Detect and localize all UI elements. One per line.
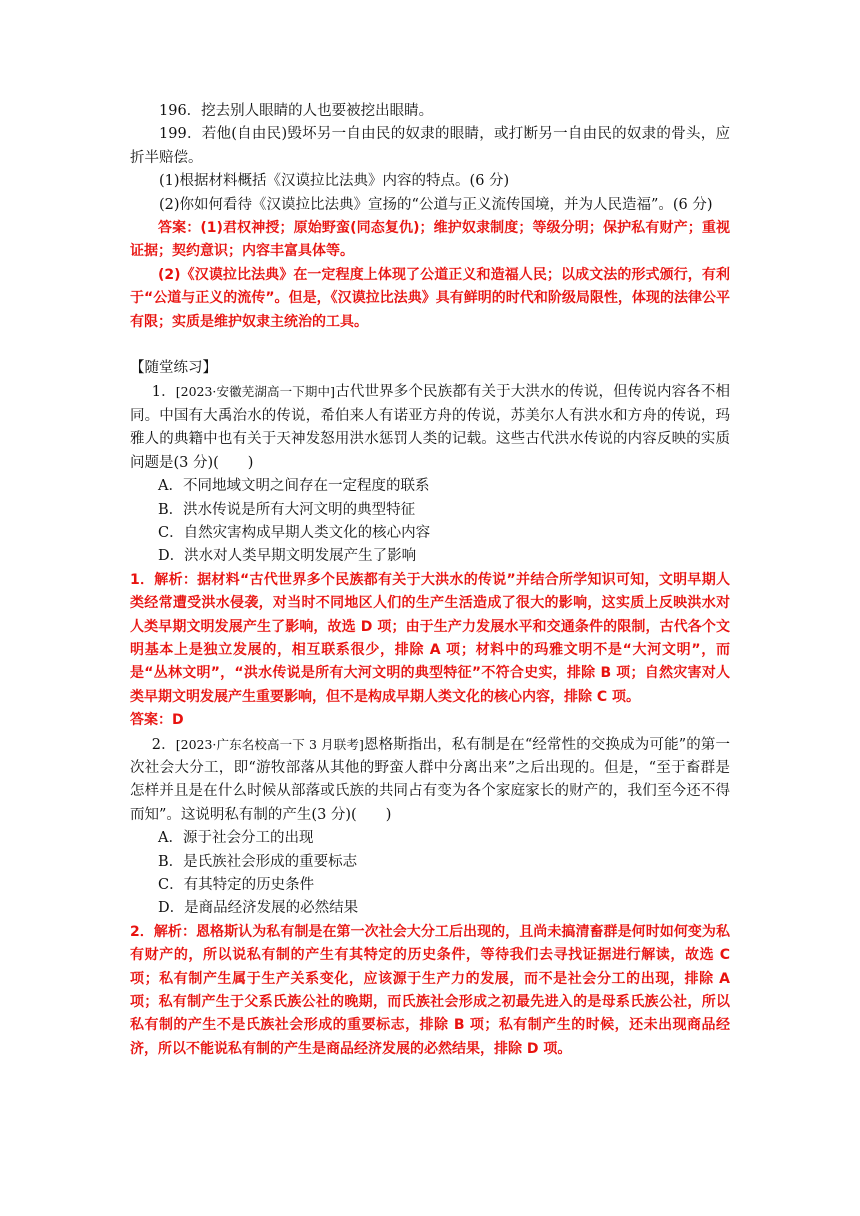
question-stem	[130, 733, 730, 828]
law-196: 196．挖去别人眼睛的人也要被挖出眼睛。	[159, 103, 434, 119]
answer-part-2: (2)《汉谟拉比法典》在一定程度上体现了公道正义和造福人民；以成文法的形式颁行，有利于“公道与正义的流传”。但是，《汉谟拉比法典》具有鲜明的时代和阶级局限性，体现的法律公平有限；实质是维护奴隶主统治的工具。	[130, 266, 730, 330]
option-d: D．洪水对人类早期文明发展产生了影响	[158, 548, 417, 565]
option-d: D．是商品经济发展的必然结果	[158, 900, 359, 917]
option-b: B．是氏族社会形成的重要标志	[158, 853, 358, 870]
question-source: [2023·安徽芜湖高一下期中]	[175, 384, 336, 400]
question-number: 2．	[151, 736, 176, 753]
option-a: A．不同地域文明之间存在一定程度的联系	[158, 478, 430, 495]
answer: 答案：D	[130, 712, 184, 729]
document-page	[130, 100, 730, 1061]
question-text: 古代世界多个民族都有关于大洪水的传说，但传说内容各不相同。中国有大禹治水的传说，希伯来人有诺亚方舟的传说，苏美尔人有洪水和方舟的传说，玛雅人的典籍中也有关于天神发怒用洪水惩罚人类的记载。这些古代洪水传说的内容反映的实质问题是(3 分)( )	[130, 384, 731, 471]
option-b: B．洪水传说是所有大河文明的典型特征	[158, 501, 416, 518]
answer-part-1: 答案：(1)君权神授；原始野蛮(同态复仇)；维护奴隶制度；等级分明；保护私有财产；重视证据；契约意识；内容丰富具体等。	[130, 220, 730, 260]
question-text: 恩格斯指出，私有制是在“经常性的交换成为可能”的第一次社会大分工，即“游牧部落从其他的野蛮人群中分离出来”之后出现的。但是，“至于畜群是怎样并且是在什么时候从部落或氏族的共同占有变为各个家庭家长的财产的，我们至今还不得而知”。这说明私有制的产生(3 分)( )	[130, 736, 730, 823]
analysis: 1．解析：据材料“古代世界多个民族都有关于大洪水的传说”并结合所学知识可知，文明早期人类经常遭受洪水侵袭，对当时不同地区人们的生产生活造成了很大的影响，这实质上反映洪水对人类早期文明发展产生了影响，故选 D 项；由于生产力发展水平和交通条件的限制，古代各个文明基本上是独立发展的，相互联系很少，排除 A 项；材料中的玛雅文明不是“大河文明”，而是“丛林文明”，“洪水传说是所有大河文明的典型特征”不符合史实，排除 B 项；自然灾害对人类早期文明发展产生重要影响，但不是构成早期人类文化的核心内容，排除 C 项。	[130, 571, 730, 705]
question-2: (2)你如何看待《汉谟拉比法典》宣扬的“公道与正义流传国境，并为人民造福”。(6 分)	[159, 196, 713, 213]
question-stem	[130, 380, 730, 475]
question-number: 1．	[151, 384, 176, 401]
option-a: A．源于社会分工的出现	[158, 830, 314, 847]
question-source: [2023·广东名校高一下 3 月联考]	[175, 736, 364, 752]
option-c: C．自然灾害构成早期人类文化的核心内容	[158, 524, 431, 541]
practice-question-1	[130, 380, 730, 732]
analysis: 2．解析：恩格斯认为私有制是在第一次社会大分工后出现的，且尚未搞清畜群是何时如何变为私有财产的，所以说私有制的产生有其特定的历史条件，等待我们去寻找证据进行解读，故选 C 项；私有制产生属于生产关系变化，应该源于生产力的发展，而不是社会分工的出现，排除 A 项；私有制产生于父系氏族公社的晚期，而氏族社会形成之初最先进入的是母系氏族公社，所以私有制的产生不是氏族社会形成的重要标志，排除 B 项；私有制产生的时候，还未出现商品经济，所以不能说私有制的产生是商品经济发展的必然结果，排除 D 项。	[130, 923, 730, 1057]
question-1: (1)根据材料概括《汉谟拉比法典》内容的特点。(6 分)	[159, 173, 510, 190]
section-heading: 【随堂练习】	[130, 360, 217, 377]
option-c: C．有其特定的历史条件	[158, 877, 315, 893]
practice-question-2	[130, 733, 730, 1062]
law-199: 199．若他(自由民)毁坏另一自由民的奴隶的眼睛，或打断另一自由民的奴隶的骨头，应折半赔偿。	[130, 126, 730, 166]
